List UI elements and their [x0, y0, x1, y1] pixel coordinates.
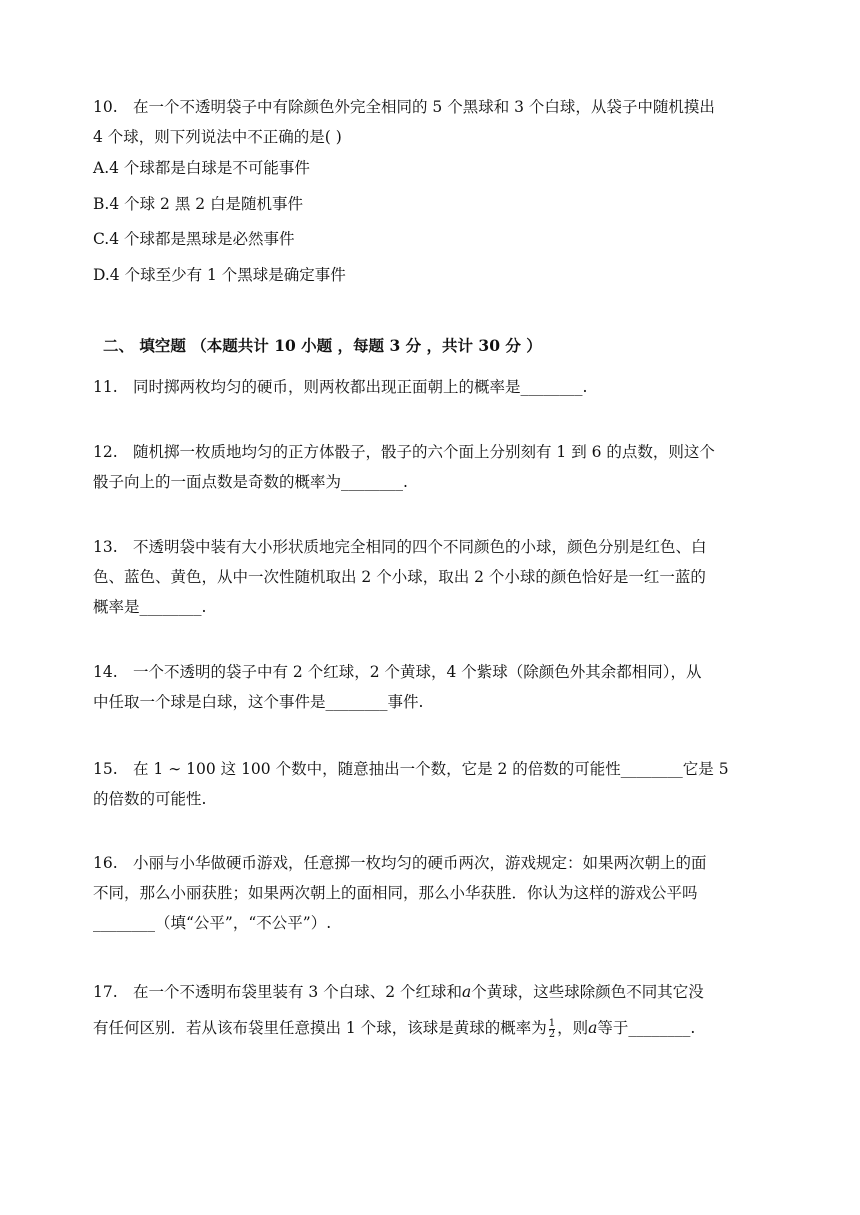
section-heading: 二、 填空题 （本题共计 10 小题 ，每题 3 分 ，共计 30 分 ） [103, 336, 542, 355]
question-text-line: 有任何区别．若从该布袋里任意摸出 1 个球，该球是黄球的概率为 [93, 1019, 547, 1037]
fraction-denominator: 2 [548, 1028, 556, 1040]
variable-a: a [588, 1019, 598, 1037]
question-text-line: 的倍数的可能性. [93, 790, 207, 808]
question-number: 10. [93, 98, 118, 116]
fraction-numerator: 1 [548, 1017, 556, 1029]
question-text-line: 一个不透明的袋子中有 2 个红球，2 个黄球，4 个紫球（除颜色外其余都相同），从 [133, 663, 702, 681]
option-d: D.4 个球至少有 1 个黑球是确定事件 [93, 266, 346, 284]
question-text-line: 概率是________. [93, 598, 207, 616]
question-text-line: 随机掷一枚质地均匀的正方体骰子，骰子的六个面上分别刻有 1 到 6 的点数，则这个 [133, 443, 715, 461]
question-text-line: 同时掷两枚均匀的硬币，则两枚都出现正面朝上的概率是________. [133, 378, 588, 396]
fraction-one-half [549, 1019, 555, 1040]
question-text-line: 在一个不透明袋子中有除颜色外完全相同的 5 个黑球和 3 个白球，从袋子中随机摸出 [133, 98, 715, 116]
question-number: 13. [93, 538, 118, 556]
question-16 [93, 848, 765, 938]
question-text-line: 小丽与小华做硬币游戏，任意掷一枚均匀的硬币两次，游戏规定：如果两次朝上的面 [133, 854, 707, 872]
question-number: 16. [93, 854, 118, 872]
question-text-line: 不同，那么小丽获胜；如果两次朝上的面相同，那么小华获胜．你认为这样的游戏公平吗 [93, 884, 698, 902]
question-text-line: 不透明袋中装有大小形状质地完全相同的四个不同颜色的小球，颜色分别是红色、白 [133, 538, 707, 556]
question-15 [93, 754, 765, 814]
question-text-line: 在一个不透明布袋里装有 3 个白球、2 个红球和 [133, 983, 463, 1001]
question-number: 14. [93, 663, 118, 681]
variable-a: a [462, 983, 472, 1001]
question-13 [93, 532, 765, 622]
option-c: C.4 个球都是黑球是必然事件 [93, 230, 295, 248]
question-text-line: 骰子向上的一面点数是奇数的概率为________. [93, 473, 408, 491]
question-number: 17. [93, 983, 118, 1001]
option-a: A.4 个球都是白球是不可能事件 [93, 159, 310, 177]
question-text-line: 4 个球，则下列说法中不正确的是( ) [93, 128, 342, 146]
question-14 [93, 657, 765, 717]
question-number: 15. [93, 760, 118, 778]
question-text-line: 中任取一个球是白球，这个事件是________事件. [93, 693, 424, 711]
question-number: 11. [93, 378, 118, 396]
question-text-line: 在 1 ∼ 100 这 100 个数中，随意抽出一个数，它是 2 的倍数的可能性________它是 5 [133, 760, 729, 778]
question-12 [93, 437, 765, 497]
question-text-line: 等于________. [597, 1019, 696, 1037]
question-text-line: ，则 [557, 1019, 589, 1037]
question-text-line: 色、蓝色、黄色，从中一次性随机取出 2 个小球，取出 2 个小球的颜色恰好是一红一蓝的 [93, 568, 706, 586]
option-b: B.4 个球 2 黑 2 白是随机事件 [93, 195, 304, 213]
question-number: 12. [93, 443, 118, 461]
question-text-line: 个黄球，这些球除颜色不同其它没 [471, 983, 704, 1001]
question-11 [93, 372, 765, 402]
question-10 [93, 92, 765, 152]
question-17 [93, 974, 765, 1046]
question-text-line: ________（填“公平”，“不公平”）. [93, 914, 332, 932]
